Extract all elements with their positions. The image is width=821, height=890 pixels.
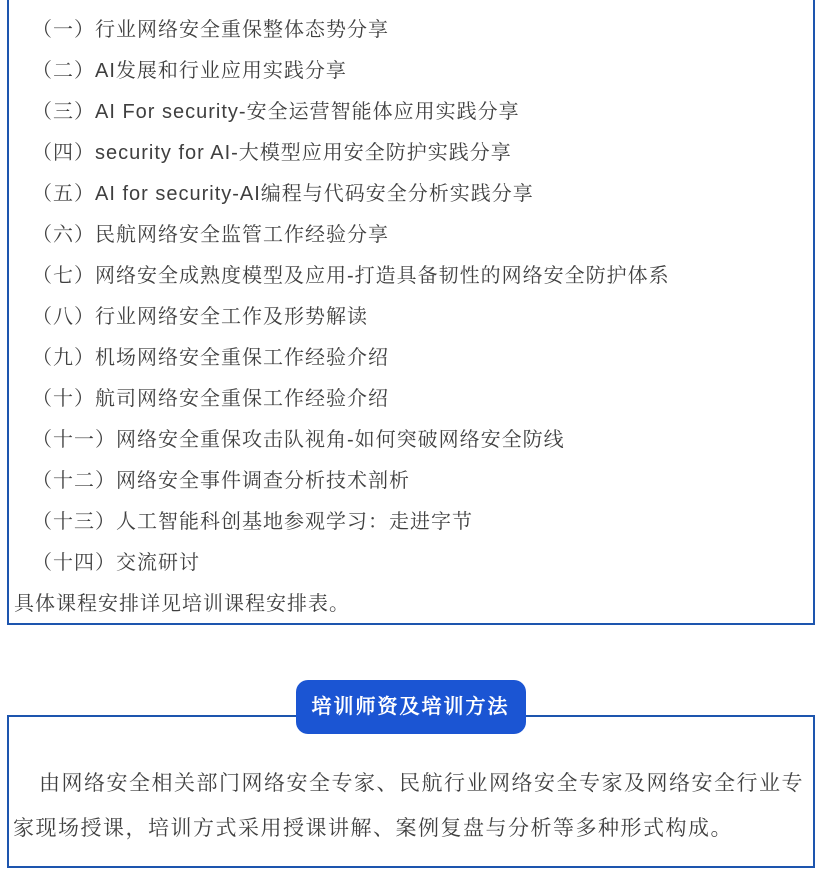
course-item: （十）航司网络安全重保工作经验介绍	[32, 388, 389, 410]
course-item: （七）网络安全成熟度模型及应用-打造具备韧性的网络安全防护体系	[32, 265, 670, 287]
course-item: （十一）网络安全重保攻击队视角-如何突破网络安全防线	[32, 429, 565, 451]
course-item: （三）AI For security-安全运营智能体应用实践分享	[32, 101, 520, 123]
section-title-badge	[296, 680, 526, 734]
course-item: （八）行业网络安全工作及形势解读	[32, 306, 368, 328]
course-item: （十三）人工智能科创基地参观学习：走进字节	[32, 511, 473, 533]
course-item: （九）机场网络安全重保工作经验介绍	[32, 347, 389, 369]
section-title-label: 培训师资及培训方法	[311, 696, 510, 718]
course-item: （一）行业网络安全重保整体态势分享	[32, 19, 389, 41]
course-item: （五）AI for security-AI编程与代码安全分析实践分享	[32, 183, 534, 205]
course-item: （六）民航网络安全监管工作经验分享	[32, 224, 389, 246]
course-item: （四）security for AI-大模型应用安全防护实践分享	[32, 142, 512, 164]
course-list	[9, 0, 813, 584]
training-method-box	[7, 715, 815, 868]
course-item: （十四）交流研讨	[32, 552, 200, 574]
training-method-paragraph: 由网络安全相关部门网络安全专家、民航行业网络安全专家及网络安全行业专家现场授课，培训方式采用授课讲解、案例复盘与分析等多种形式构成。	[13, 772, 804, 840]
course-item: （十二）网络安全事件调查分析技术剖析	[32, 470, 410, 492]
course-item: （二）AI发展和行业应用实践分享	[32, 60, 347, 82]
course-outline-box	[7, 0, 815, 625]
course-note: 具体课程安排详见培训课程安排表。	[14, 593, 350, 615]
